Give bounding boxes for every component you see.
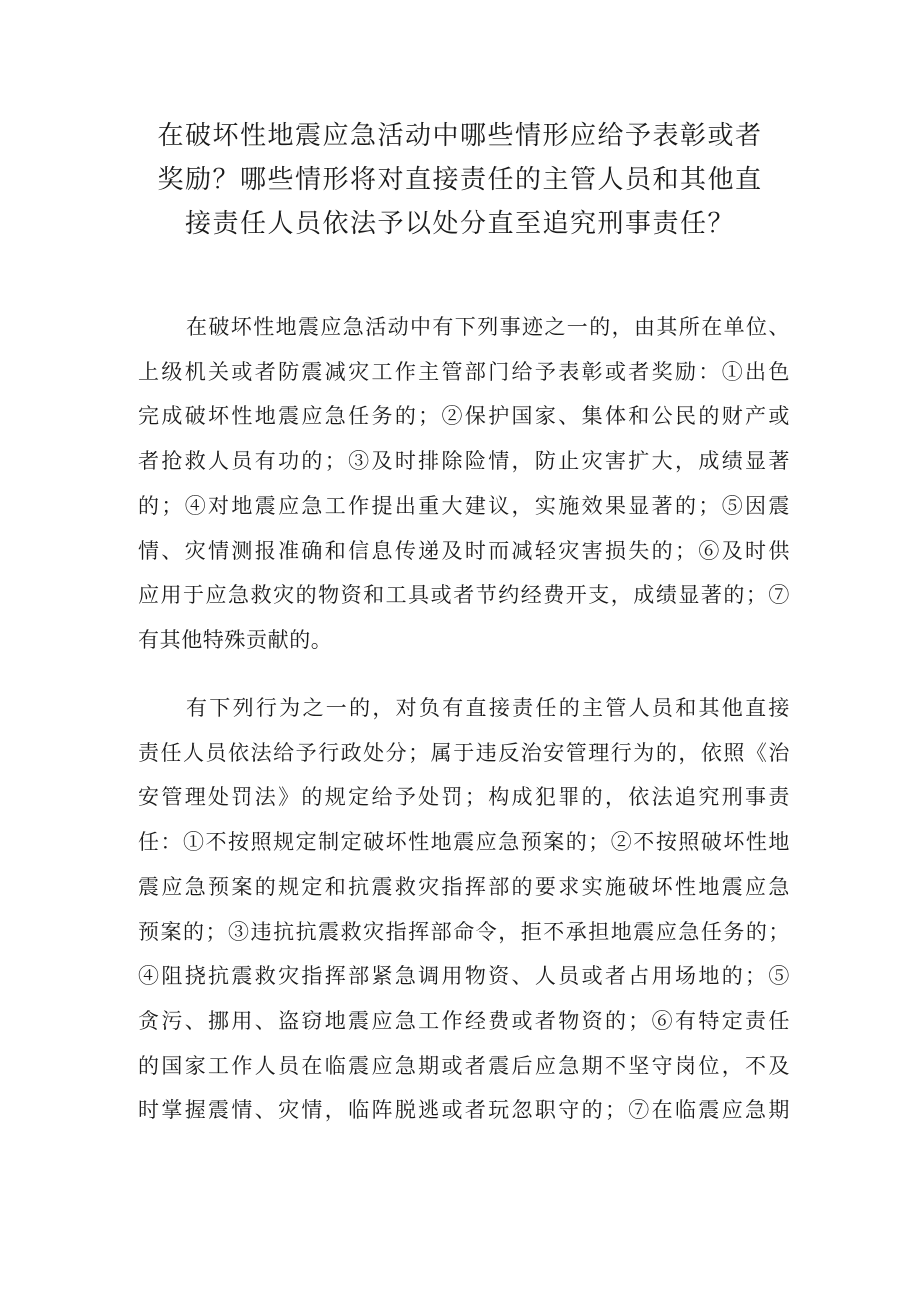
paragraph-line: ④阻挠抗震救灾指挥部紧急调用物资、人员或者占用场地的；⑤ [138, 964, 790, 989]
paragraph-line: 上级机关或者防震减灾工作主管部门给予表彰或者奖励：①出色 [138, 359, 790, 384]
paragraph-line: 震应急预案的规定和抗震救灾指挥部的要求实施破坏性地震应急 [138, 874, 790, 899]
paragraph-penalties [138, 686, 790, 1133]
paragraph-line: 完成破坏性地震应急任务的；②保护国家、集体和公民的财产或 [138, 404, 790, 429]
paragraph-line: 的；④对地震应急工作提出重大建议，实施效果显著的；⑤因震 [138, 493, 790, 518]
paragraph-line: 贪污、挪用、盗窃地震应急工作经费或者物资的；⑥有特定责任 [138, 1008, 790, 1033]
paragraph-line: 任：①不按照规定制定破坏性地震应急预案的；②不按照破坏性地 [138, 830, 790, 855]
paragraph-line: 有其他特殊贡献的。 [138, 627, 333, 652]
paragraph-line: 预案的；③违抗抗震救灾指挥部命令，拒不承担地震应急任务的； [138, 919, 790, 944]
paragraph-line: 时掌握震情、灾情，临阵脱逃或者玩忽职守的；⑦在临震应急期 [138, 1098, 790, 1123]
paragraph-line: 的国家工作人员在临震应急期或者震后应急期不坚守岗位，不及 [138, 1053, 790, 1078]
paragraph-line: 在破坏性地震应急活动中有下列事迹之一的，由其所在单位、 [186, 315, 790, 339]
paragraph-line: 责任人员依法给予行政处分；属于违反治安管理行为的，依照《治 [138, 740, 790, 765]
paragraph-line: 应用于应急救灾的物资和工具或者节约经费开支，成绩显著的；⑦ [138, 583, 790, 608]
paragraph-line: 有下列行为之一的，对负有直接责任的主管人员和其他直接 [186, 696, 790, 720]
paragraph-line: 情、灾情测报准确和信息传递及时而减轻灾害损失的；⑥及时供 [138, 538, 790, 563]
paragraph-line: 者抢救人员有功的；③及时排除险情，防止灾害扩大，成绩显著 [138, 449, 790, 474]
title-line: 奖励？哪些情形将对直接责任的主管人员和其他直 [157, 165, 763, 195]
paragraph-line: 安管理处罚法》的规定给予处罚；构成犯罪的，依法追究刑事责 [138, 785, 790, 810]
paragraph-commendations [138, 305, 790, 663]
document-title [130, 114, 790, 246]
title-line: 接责任人员依法予以处分直至追究刑事责任？ [184, 209, 735, 239]
title-line: 在破坏性地震应急活动中哪些情形应给予表彰或者 [157, 121, 763, 151]
